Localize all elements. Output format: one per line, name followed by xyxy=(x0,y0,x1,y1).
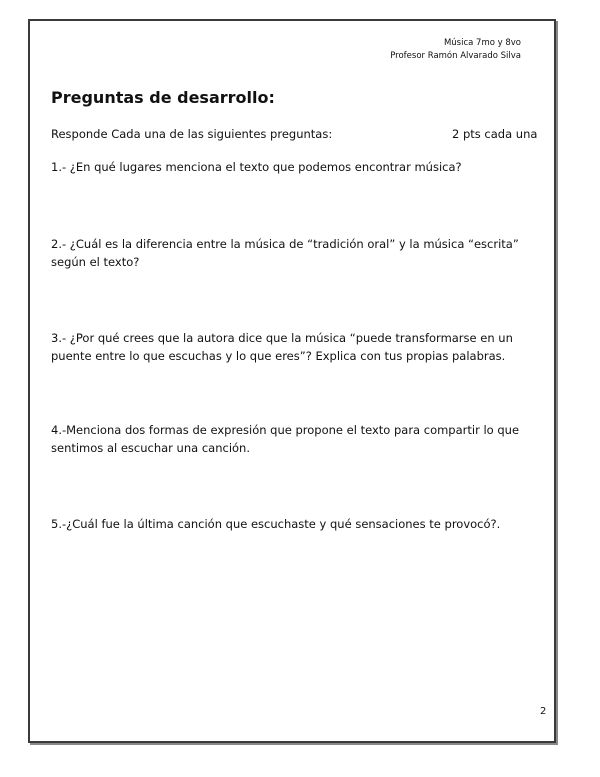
question-4: 4.-Menciona dos formas de expresión que propone el texto para compartir lo que sentimos al escuchar una canción. xyxy=(51,423,520,455)
points-text: 2 pts cada una xyxy=(452,127,538,141)
question-2: 2.- ¿Cuál es la diferencia entre la música de “tradición oral” y la música “escrita” según el texto? xyxy=(51,237,519,269)
page-number: 2 xyxy=(540,706,547,717)
question-1: 1.- ¿En qué lugares menciona el texto que podemos encontrar música? xyxy=(51,160,462,174)
teacher-header: Profesor Ramón Alvarado Silva xyxy=(390,51,521,61)
question-3: 3.- ¿Por qué crees que la autora dice que la música “puede transformarse en un puente entre lo que escuchas y lo que eres”? Explica con tus propias palabras. xyxy=(51,331,513,363)
question-5: 5.-¿Cuál fue la última canción que escuchaste y qué sensaciones te provocó?. xyxy=(51,517,501,531)
instructions-text: Responde Cada una de las siguientes preguntas: xyxy=(51,127,333,141)
course-header: Música 7mo y 8vo xyxy=(443,38,521,48)
page-title: Preguntas de desarrollo: xyxy=(51,88,275,107)
